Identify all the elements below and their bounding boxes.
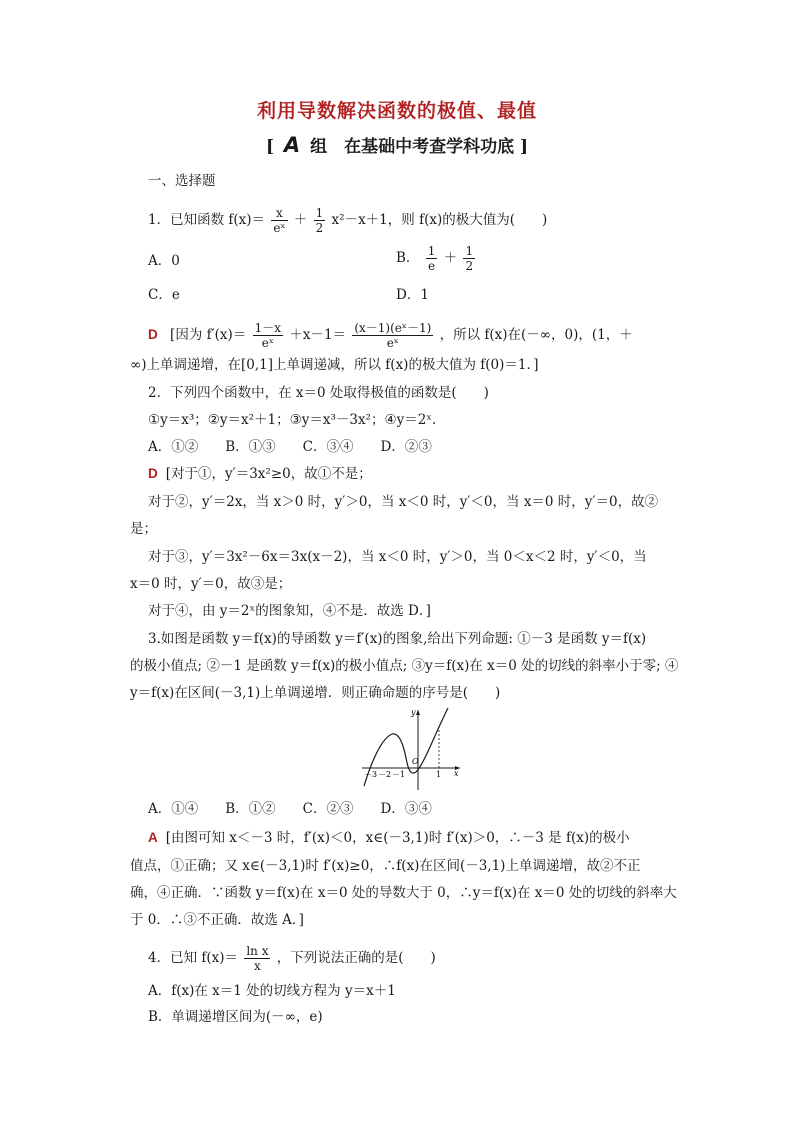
q1-frac-2 xyxy=(314,206,326,235)
q4-frac xyxy=(244,944,270,973)
q2-functions: ①y＝x³；②y＝x²＋1；③y＝x³－3x²；④y＝2ˣ. xyxy=(148,412,437,428)
tick-minus-1: －1 xyxy=(392,770,406,779)
q1-option-a: A．0 xyxy=(148,253,180,269)
q3-solution-4: 于 0．∴③不正确．故选 A．] xyxy=(130,912,304,928)
q2-stem: 2．下列四个函数中，在 x＝0 处取得极值的函数是( ) xyxy=(148,385,489,401)
q1-ob-f2-num: 1 xyxy=(465,244,474,258)
q4-stem-text: 4．已知 f(x)＝ xyxy=(148,950,239,966)
q1-sf2-den: eˣ xyxy=(386,336,399,350)
q3-stem-1: 3.如图是函数 y＝f(x)的导函数 y＝f′(x)的图象,给出下列命题: ①－3 是函数 y＝f(x) xyxy=(148,631,647,647)
tick-minus-3: －3 xyxy=(364,770,378,779)
q1-sol-text-a: [因为 f′(x)＝ xyxy=(170,327,247,343)
q1-sol-frac-2 xyxy=(352,321,433,350)
y-label: y xyxy=(411,708,416,717)
q2-solution-2: 对于②，y′＝2x，当 x＞0 时，y′＞0，当 x＜0 时，y′＜0，当 x＝0 时，y′＝0，故② xyxy=(148,494,659,510)
q1-plus: ＋ xyxy=(293,212,308,228)
origin-label: O xyxy=(412,757,419,766)
q1-frac-1 xyxy=(271,206,287,235)
q1-sf1-den: eˣ xyxy=(261,336,274,350)
q4-stem xyxy=(148,944,436,973)
derivative-graph xyxy=(356,706,466,792)
q1-sf1-num: 1－x xyxy=(254,321,282,335)
q1-sol-text-b: ＋x－1＝ xyxy=(289,327,347,343)
q4-stem-tail: ，下列说法正确的是( ) xyxy=(276,950,436,966)
q1-solution xyxy=(148,321,633,350)
q2-sol1-text: [对于①，y′＝3x²≥0，故①不是； xyxy=(165,466,372,482)
q1-option-c: C．e xyxy=(148,287,180,303)
q3-answer: A xyxy=(148,830,158,845)
q3-solution-1 xyxy=(148,829,630,847)
q1-sol-text-c: ，所以 f(x)在(－∞，0)，(1，＋ xyxy=(439,327,633,343)
q3-solution-3: 确，④正确．∵函数 y＝f(x)在 x＝0 处的导数大于 0，∴y＝f(x)在 x＝0 处的切线的斜率大 xyxy=(130,885,677,901)
q3-options: A．①④ B．①② C．②③ D．③④ xyxy=(148,801,432,817)
q1-ob-f1-den: e xyxy=(427,259,436,273)
group-bracket-close: ] xyxy=(520,137,529,157)
q2-answer: D xyxy=(148,466,158,481)
q1-ob-plus: ＋ xyxy=(443,250,458,266)
q1-frac-1-den: eˣ xyxy=(273,221,286,235)
q1-answer: D xyxy=(148,327,158,342)
q1-option-d: D．1 xyxy=(396,287,429,303)
group-label: 组 在基础中考查学科功底 xyxy=(310,137,515,157)
q2-solution-3: 对于③，y′＝3x²－6x＝3x(x－2)，当 x＜0 时，y′＞0，当 0＜x＜2 时，y′＜0，当 xyxy=(148,549,647,565)
q2-solution-3b: x＝0 时，y′＝0，故③是； xyxy=(130,576,292,592)
q1-stem-text: 1．已知函数 f(x)＝ xyxy=(148,212,266,228)
q1-option-b xyxy=(396,244,477,273)
y-axis-arrow xyxy=(416,710,420,715)
q3-sol1-text: [由图可知 x＜－3 时，f′(x)＜0，x∈(－3,1)时 f′(x)＞0，∴－3 是 f(x)的极小 xyxy=(165,830,630,846)
section-heading: 一、选择题 xyxy=(148,173,216,189)
group-bracket-open: [ xyxy=(265,137,274,157)
q2-options: A．①② B．①③ C．③④ D．②③ xyxy=(148,439,432,455)
q1-frac-2-num: 1 xyxy=(315,206,324,220)
q1-frac-1-num: x xyxy=(271,206,287,221)
q2-solution-4: 对于④，由 y＝2ˣ的图象知，④不是．故选 D．] xyxy=(148,603,431,619)
q4-option-b: B．单调递增区间为(－∞，e) xyxy=(148,1009,323,1025)
q1-option-b-label: B． xyxy=(396,250,420,266)
x-label: x xyxy=(454,769,459,778)
q1-frac-2-den: 2 xyxy=(315,221,324,235)
group-letter: A xyxy=(283,133,301,157)
q1-ob-f2-den: 2 xyxy=(465,259,474,273)
q1-sf2-num: (x－1)(eˣ－1) xyxy=(354,321,432,335)
group-heading xyxy=(0,132,794,157)
q1-solution-cont: ∞)上单调递增，在[0,1]上单调递减，所以 f(x)的极大值为 f(0)＝1．] xyxy=(130,357,539,373)
q1-ob-f1-num: 1 xyxy=(427,244,436,258)
tick-minus-2: －2 xyxy=(378,770,392,779)
q1-option-b-frac-2 xyxy=(463,244,475,273)
page-title: 利用导数解决函数的极值、最值 xyxy=(256,100,537,122)
q1-option-b-frac-1 xyxy=(426,244,438,273)
q1-stem-tail: x²－x＋1，则 f(x)的极大值为( ) xyxy=(331,212,548,228)
q4-frac-den: x xyxy=(254,959,261,973)
q1-stem xyxy=(148,206,547,235)
q3-stem-2: 的极小值点; ②－1 是函数 y＝f(x)的极小值点; ③y＝f(x)在 x＝0 处的切线的斜率小于零; ④ xyxy=(130,658,679,674)
q2-solution-1 xyxy=(148,465,372,483)
q4-frac-num: ln x xyxy=(246,944,269,958)
q3-stem-3: y＝f(x)在区间(－3,1)上单调递增．则正确命题的序号是( ) xyxy=(130,685,501,701)
q2-solution-2b: 是； xyxy=(130,521,157,537)
q1-sol-frac-1 xyxy=(253,321,283,350)
q3-solution-2: 值点，①正确；又 x∈(－3,1)时 f′(x)≥0，∴f(x)在区间(－3,1)上单调递增，故②不正 xyxy=(130,858,641,874)
tick-1: 1 xyxy=(436,770,442,779)
q4-option-a: A．f(x)在 x＝1 处的切线方程为 y＝x＋1 xyxy=(148,983,396,999)
